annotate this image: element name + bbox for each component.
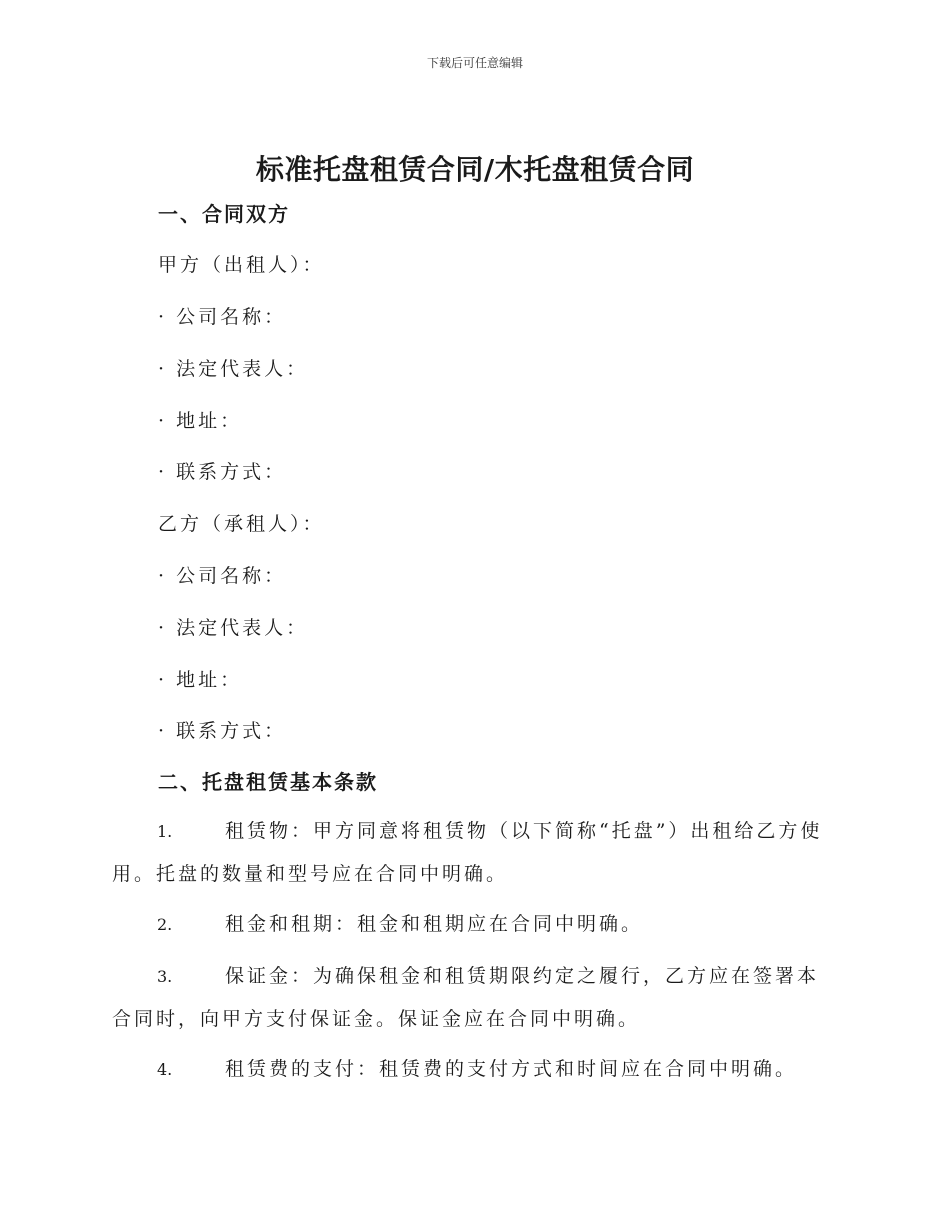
section-heading-terms: 二、托盘租赁基本条款 <box>158 770 378 794</box>
clause-item <box>112 810 834 896</box>
party-a-rep: · 法定代表人： <box>158 358 309 380</box>
party-b-rep: · 法定代表人： <box>158 617 309 639</box>
clause-number: 1. <box>157 822 173 841</box>
party-a-address: · 地址： <box>158 410 243 432</box>
party-b-contact: · 联系方式： <box>158 720 287 742</box>
clause-item <box>112 1048 834 1091</box>
clause-item <box>112 903 834 946</box>
clause-number: 2. <box>157 915 173 934</box>
party-a-contact: · 联系方式： <box>158 461 287 483</box>
clause-number: 3. <box>157 967 173 986</box>
document-title: 标准托盘租赁合同/木托盘租赁合同 <box>255 153 695 186</box>
clause-text: 保证金：为确保租金和租赁期限约定之履行，乙方应在签署本合同时，向甲方支付保证金。保证金应在合同中明确。 <box>112 965 820 1030</box>
clause-text: 租赁物：甲方同意将租赁物（以下简称“托盘”）出租给乙方使用。托盘的数量和型号应在合同中明确。 <box>112 820 823 885</box>
party-b-company: · 公司名称： <box>158 565 287 587</box>
clause-text: 租赁费的支付：租赁费的支付方式和时间应在合同中明确。 <box>225 1058 798 1080</box>
clause-text: 租金和租期：租金和租期应在合同中明确。 <box>225 913 644 935</box>
header-note: 下载后可任意编辑 <box>426 56 523 70</box>
party-a-label: 甲方（出租人）： <box>158 254 325 276</box>
clause-item <box>112 955 834 1041</box>
party-b-label: 乙方（承租人）： <box>158 513 325 535</box>
party-b-address: · 地址： <box>158 669 243 691</box>
clause-number: 4. <box>157 1060 173 1079</box>
section-heading-parties: 一、合同双方 <box>158 202 290 226</box>
party-a-company: · 公司名称： <box>158 306 287 328</box>
